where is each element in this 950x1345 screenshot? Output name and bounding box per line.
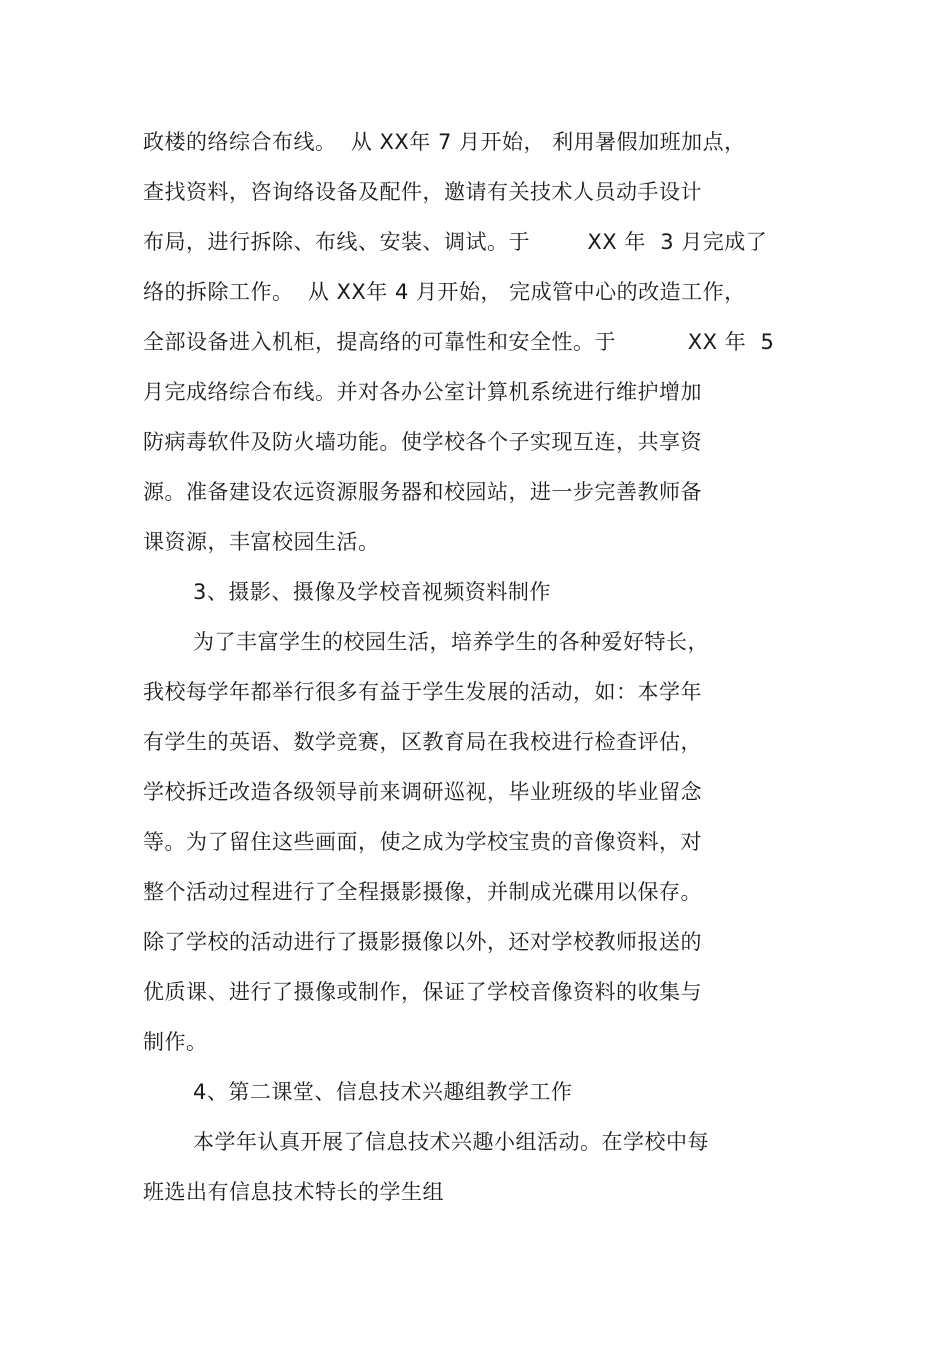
paragraph-line: 整个活动过程进行了全程摄影摄像，并制成光碟用以保存。 bbox=[143, 880, 702, 904]
paragraph-line: 为了丰富学生的校园生活，培养学生的各种爱好特长， bbox=[193, 630, 709, 654]
paragraph-line: 查找资料，咨询络设备及配件，邀请有关技术人员动手设计 bbox=[143, 180, 702, 204]
paragraph-line: 防病毒软件及防火墙功能。使学校各个子实现互连，共享资 bbox=[143, 430, 702, 454]
paragraph-line: 课资源，丰富校园生活。 bbox=[143, 530, 380, 554]
paragraph-line: 政楼的络综合布线。 从 XX年 7 月开始， 利用暑假加班加点， bbox=[143, 130, 746, 154]
paragraph-line: 除了学校的活动进行了摄影摄像以外，还对学校教师报送的 bbox=[143, 930, 702, 954]
paragraph-line: 布局，进行拆除、布线、安装、调试。于 XX 年 3 月完成了 bbox=[143, 230, 768, 254]
paragraph-line: 本学年认真开展了信息技术兴趣小组活动。在学校中每 bbox=[193, 1130, 709, 1154]
section-heading: 4、第二课堂、信息技术兴趣组教学工作 bbox=[193, 1080, 573, 1104]
paragraph-line: 月完成络综合布线。并对各办公室计算机系统进行维护增加 bbox=[143, 380, 702, 404]
paragraph-line: 制作。 bbox=[143, 1030, 208, 1054]
paragraph-line: 等。为了留住这些画面，使之成为学校宝贵的音像资料，对 bbox=[143, 830, 702, 854]
paragraph-line: 班选出有信息技术特长的学生组 bbox=[143, 1180, 444, 1204]
paragraph-line: 学校拆迁改造各级领导前来调研巡视，毕业班级的毕业留念 bbox=[143, 780, 702, 804]
paragraph-line: 全部设备进入机柜，提高络的可靠性和安全性。于 XX 年 5 bbox=[143, 330, 775, 354]
paragraph-line: 络的拆除工作。 从 XX年 4 月开始， 完成管中心的改造工作， bbox=[143, 280, 746, 304]
paragraph-line: 源。准备建设农远资源服务器和校园站，进一步完善教师备 bbox=[143, 480, 702, 504]
paragraph-line: 我校每学年都举行很多有益于学生发展的活动，如：本学年 bbox=[143, 680, 702, 704]
section-heading: 3、摄影、摄像及学校音视频资料制作 bbox=[193, 580, 551, 604]
paragraph-line: 优质课、进行了摄像或制作，保证了学校音像资料的收集与 bbox=[143, 980, 702, 1004]
paragraph-line: 有学生的英语、数学竞赛，区教育局在我校进行检查评估， bbox=[143, 730, 702, 754]
